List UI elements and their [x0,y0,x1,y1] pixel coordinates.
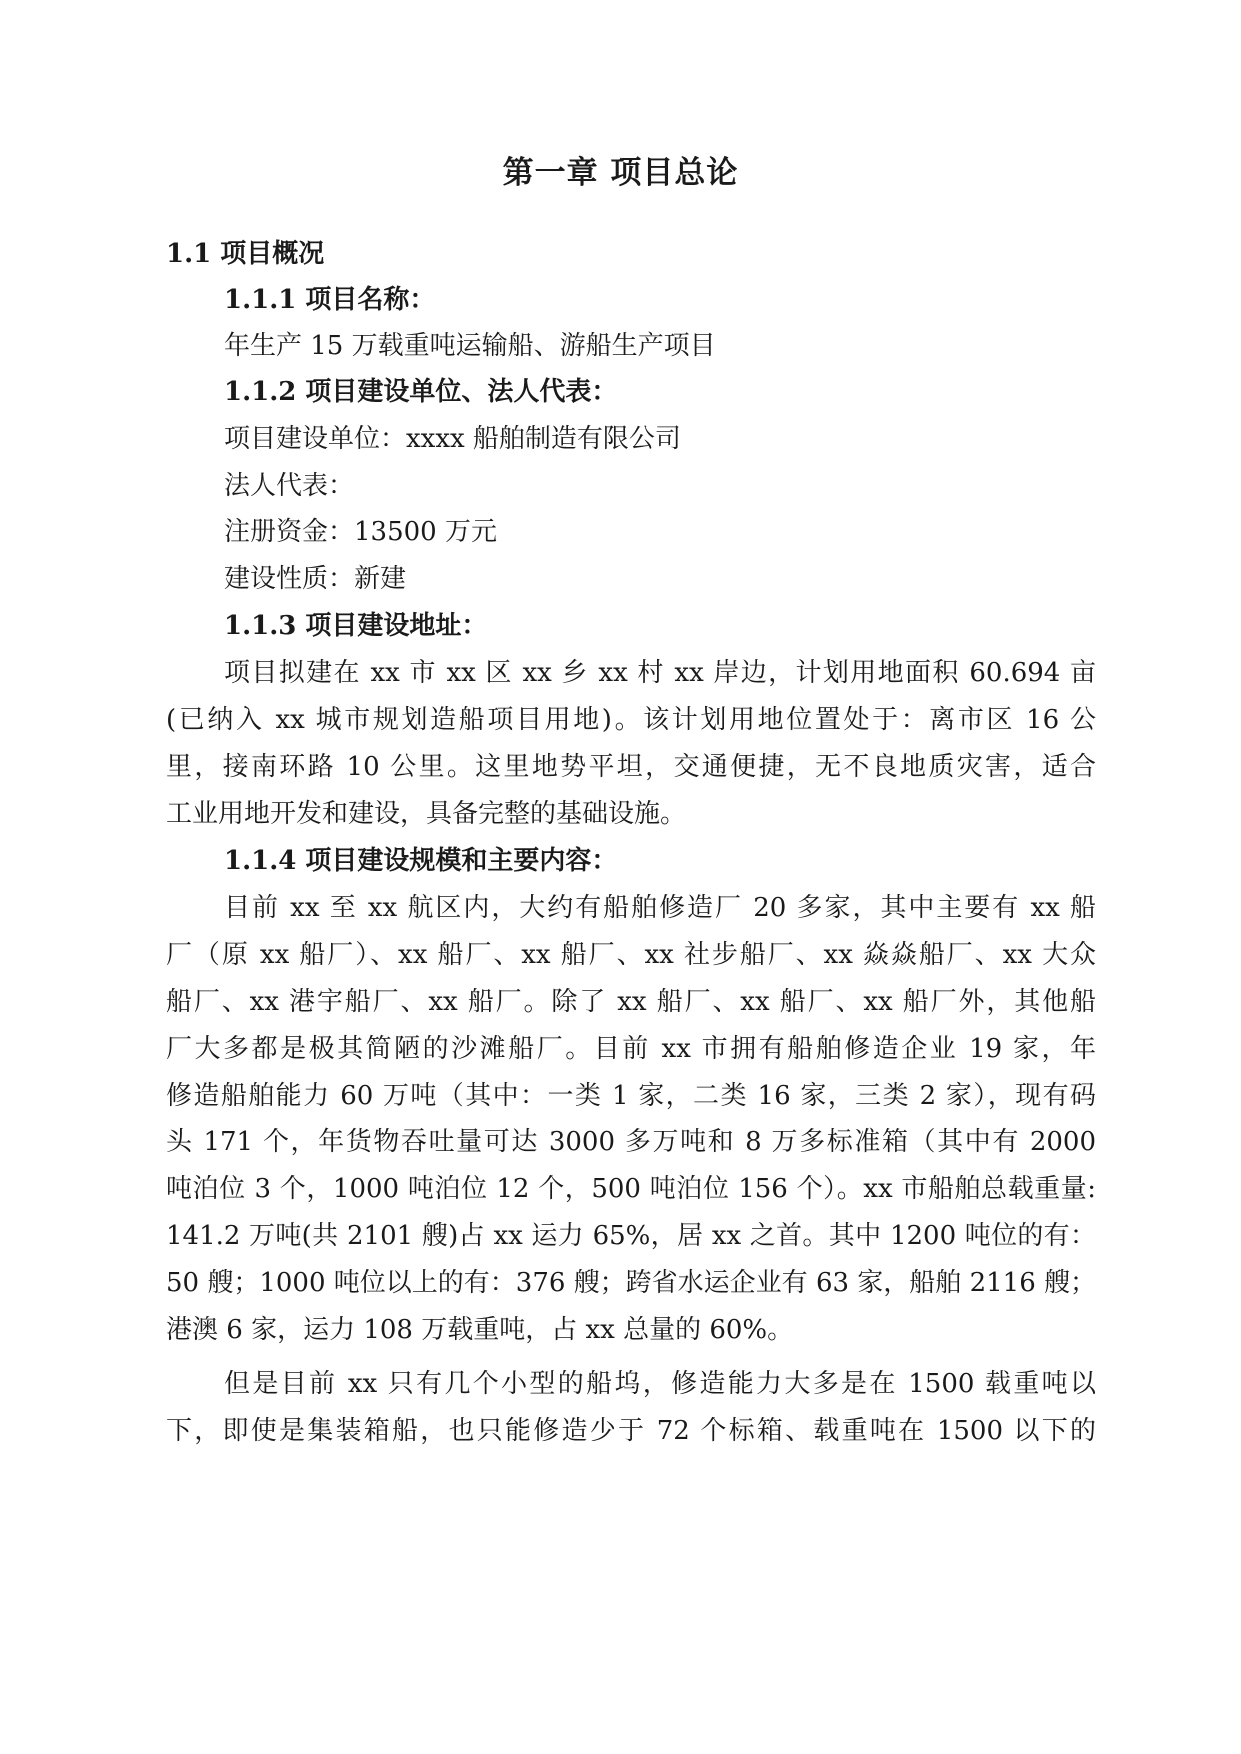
construction-nature-text: 建设性质：新建 [224,564,407,594]
chapter-title: 第一章 项目总论 [502,155,739,191]
address-line: (已纳入 xx 城市规划造船项目用地)。该计划用地位置处于：离市区 16 公 [166,705,1096,735]
address-line: 里，接南环路 10 公里。这里地势平坦，交通便捷，无不良地质灾害，适合 [166,752,1096,782]
scale-line: 头 171 个，年货物吞吐量可达 3000 多万吨和 8 万多标准箱（其中有 2000 [166,1127,1096,1157]
subsection-heading-1-1-2: 1.1.2 项目建设单位、法人代表： [224,377,618,407]
paragraph-line: 但是目前 xx 只有几个小型的船坞，修造能力大多是在 1500 载重吨以 [224,1369,1096,1399]
subsection-heading-1-1-3: 1.1.3 项目建设地址： [224,611,488,641]
paragraph-line: 下，即使是集装箱船，也只能修造少于 72 个标箱、载重吨在 1500 以下的 [166,1416,1096,1446]
scale-line: 船厂、xx 港宇船厂、xx 船厂。除了 xx 船厂、xx 船厂、xx 船厂外，其他船 [166,987,1096,1017]
scale-line: 141.2 万吨(共 2101 艘)占 xx 运力 65%，居 xx 之首。其中 1200 吨位的有： [166,1221,1096,1251]
subsection-heading-1-1-1: 1.1.1 项目名称： [224,285,436,315]
registered-capital-text: 注册资金：13500 万元 [224,517,497,547]
address-line: 工业用地开发和建设，具备完整的基础设施。 [166,799,687,829]
legal-rep-text: 法人代表： [224,471,355,501]
subsection-heading-1-1-4: 1.1.4 项目建设规模和主要内容： [224,846,618,876]
scale-line: 厂大多都是极其简陋的沙滩船厂。目前 xx 市拥有船舶修造企业 19 家，年 [166,1034,1096,1064]
scale-line: 吨泊位 3 个，1000 吨泊位 12 个，500 吨泊位 156 个）。xx 市船舶总载重量: [166,1174,1096,1204]
scale-line: 厂（原 xx 船厂）、xx 船厂、xx 船厂、xx 社步船厂、xx 焱焱船厂、xx 大众 [166,940,1096,970]
address-line: 项目拟建在 xx 市 xx 区 xx 乡 xx 村 xx 岸边，计划用地面积 60.694 亩 [224,658,1096,688]
scale-line: 港澳 6 家，运力 108 万载重吨，占 xx 总量的 60%。 [166,1315,794,1345]
builder-unit-text: 项目建设单位：xxxx 船舶制造有限公司 [224,424,681,454]
scale-line: 目前 xx 至 xx 航区内，大约有船舶修造厂 20 多家，其中主要有 xx 船 [224,893,1096,923]
scale-line: 50 艘；1000 吨位以上的有：376 艘；跨省水运企业有 63 家，船舶 2116 艘； [166,1268,1096,1298]
project-name-text: 年生产 15 万载重吨运输船、游船生产项目 [224,331,716,361]
section-heading-1-1: 1.1 项目概况 [166,239,325,269]
scale-line: 修造船舶能力 60 万吨（其中：一类 1 家，二类 16 家，三类 2 家），现有码 [166,1081,1096,1111]
